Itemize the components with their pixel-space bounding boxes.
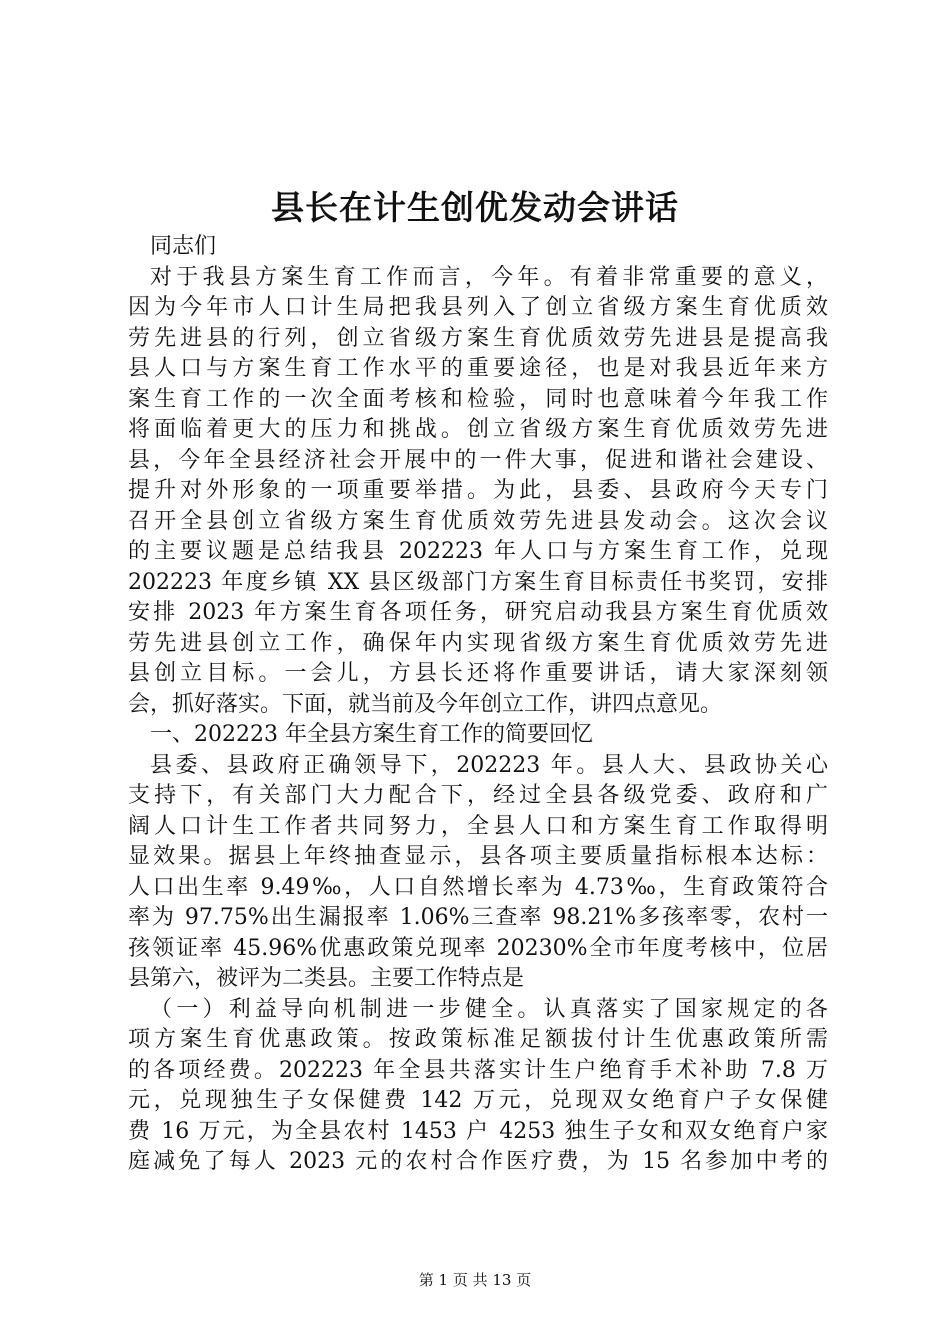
salutation-line: 同志们 (150, 234, 217, 259)
page-number: 第 1 页 共 13 页 (418, 1271, 532, 1289)
body-line: 县创立目标。一会儿，方县长还将作重要讲话，请大家深刻领 (128, 661, 828, 686)
body-line: 劳先进县创立工作，确保年内实现省级方案生育优质效劳先进 (128, 630, 828, 656)
body-line: 召开全县创立省级方案生育优质效劳先进县发动会。这次会议 (128, 508, 828, 534)
body-line: 县委、县政府正确领导下，202223 年。县人大、县政协关心 (150, 752, 828, 778)
body-line: 因为今年市人口计生局把我县列入了创立省级方案生育优质效 (128, 295, 828, 320)
section-heading: 一、202223 年全县方案生育工作的简要回忆 (150, 722, 593, 747)
subsection-line: （一）利益导向机制进一步健全。认真落实了国家规定的各 (150, 996, 828, 1022)
body-line: 安排 2023 年方案生育各项任务，研究启动我县方案生育优质效 (128, 600, 828, 625)
body-line: 元，兑现独生子女保健费 142 万元，兑现双女绝育户子女保健 (128, 1088, 828, 1113)
body-line: 孩领证率 45.96%优惠政策兑现率 20230%全市年度考核中，位居 (128, 935, 828, 961)
document-body (128, 232, 828, 1178)
body-line: 会，抓好落实。下面，就当前及今年创立工作，讲四点意见。 (128, 691, 723, 717)
body-line: 202223 年度乡镇 XX 县区级部门方案生育目标责任书奖罚，安排 (128, 569, 828, 595)
body-line: 阔人口计生工作者共同努力，全县人口和方案生育工作取得明 (128, 813, 828, 839)
body-line: 县第六，被评为二类县。主要工作特点是 (128, 966, 525, 991)
body-line: 县，今年全县经济社会开展中的一件大事，促进和谐社会建设、 (128, 447, 828, 473)
document-title: 县长在计生创优发动会讲话 (271, 188, 679, 227)
body-line: 显效果。据县上年终抽查显示，县各项主要质量指标根本达标： (128, 844, 828, 869)
body-line: 的各项经费。202223 年全县共落实计生户绝育手术补助 7.8 万 (128, 1057, 828, 1083)
body-line: 率为 97.75%出生漏报率 1.06%三查率 98.21%多孩率零，农村一 (128, 905, 828, 930)
body-line: 支持下，有关部门大力配合下，经过全县各级党委、政府和广 (128, 783, 828, 808)
body-line: 庭减免了每人 2023 元的农村合作医疗费，为 15 名参加中考的 (128, 1149, 828, 1174)
body-line: 县人口与方案生育工作水平的重要途径，也是对我县近年来方 (128, 356, 828, 381)
body-line: 的主要议题是总结我县 202223 年人口与方案生育工作，兑现 (128, 539, 828, 564)
body-line: 费 16 万元，为全县农村 1453 户 4253 独生子女和双女绝育户家 (128, 1118, 828, 1144)
body-line: 案生育工作的一次全面考核和检验，同时也意味着今年我工作 (128, 386, 828, 412)
body-line: 将面临着更大的压力和挑战。创立省级方案生育优质效劳先进 (128, 417, 828, 442)
body-line: 劳先进县的行列，创立省级方案生育优质效劳先进县是提高我 (128, 325, 828, 351)
body-line: 提升对外形象的一项重要举措。为此，县委、县政府今天专门 (128, 478, 828, 503)
body-line: 人口出生率 9.49‰，人口自然增长率为 4.73‰，生育政策符合 (128, 874, 828, 900)
body-line: 项方案生育优惠政策。按政策标准足额拔付计生优惠政策所需 (128, 1027, 828, 1052)
body-line: 对于我县方案生育工作而言，今年。有着非常重要的意义， (150, 264, 828, 290)
